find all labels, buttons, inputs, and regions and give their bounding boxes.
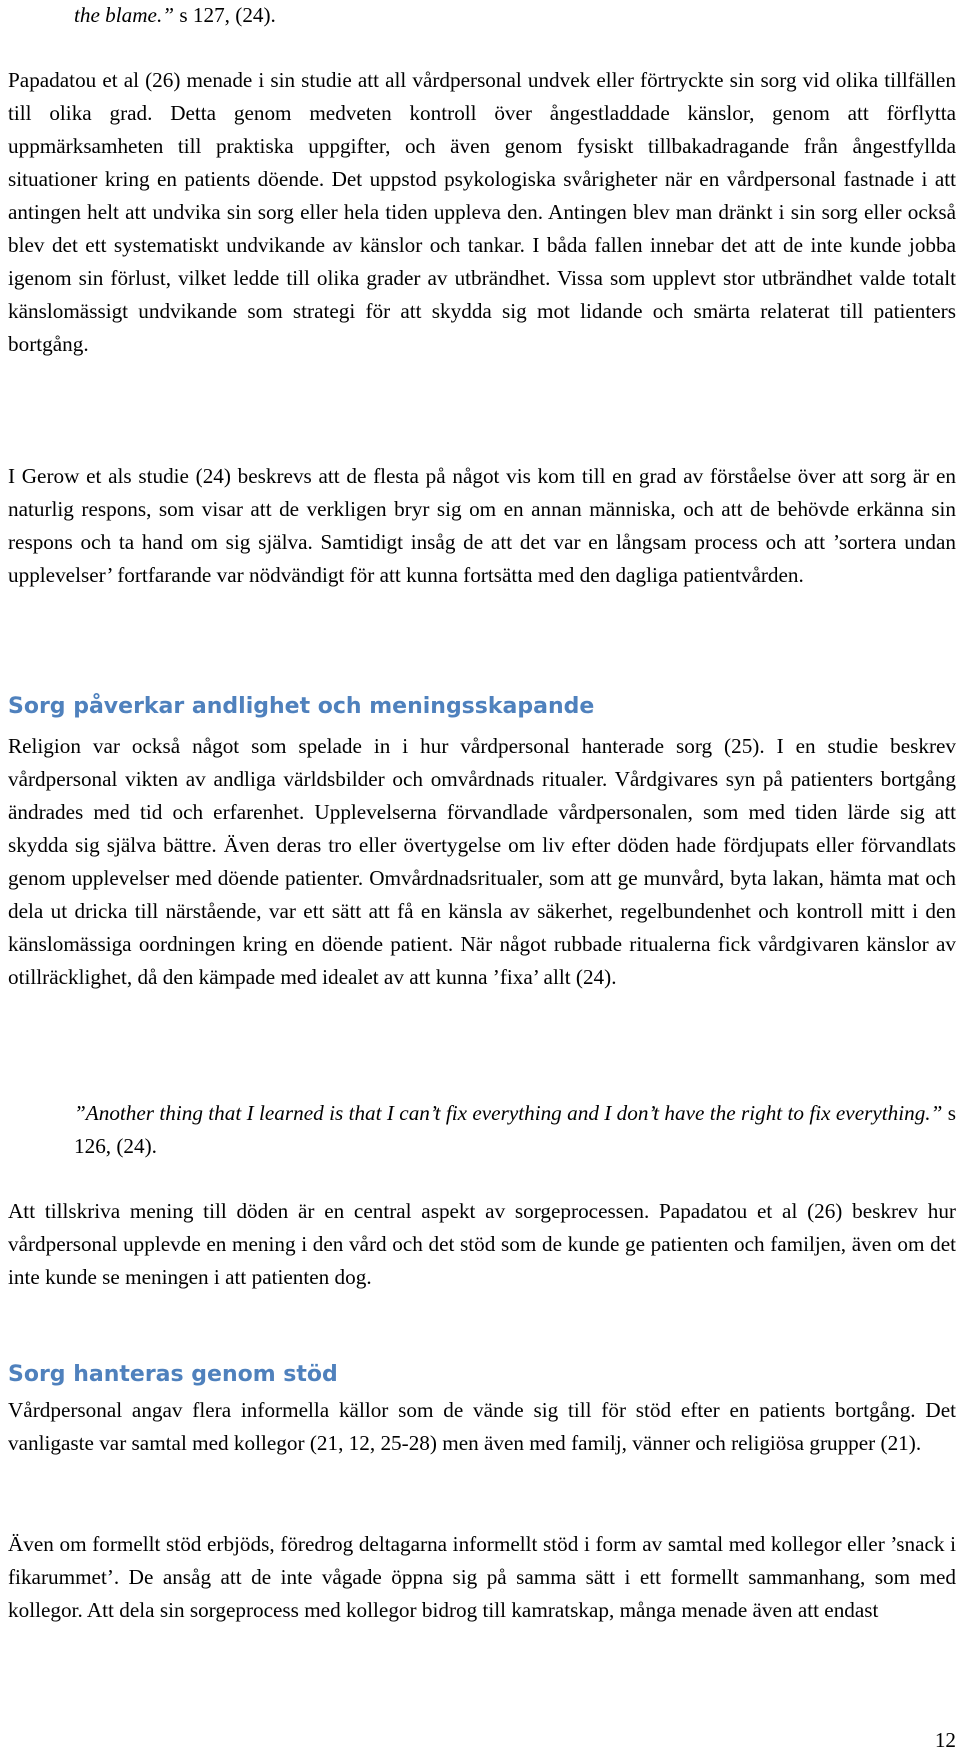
quote-reference: s 127, (24).	[174, 3, 276, 27]
body-paragraph: Att tillskriva mening till döden är en central aspekt av sorgeprocessen. Papadatou et al (26) beskrev hur vårdpersonal upplevde en mening i den vård och det stöd som de kunde ge patienten och familjen, även om det inte kunde se meningen i att patienten dog.	[8, 1199, 956, 1289]
body-paragraph: Vårdpersonal angav flera informella källor som de vände sig till för stöd efter en patients bortgång. Det vanligaste var samtal med kollegor (21, 12, 25-28) men även med familj, vänner och religiösa grupper (21).	[8, 1398, 956, 1455]
page-number: 12	[934, 1728, 956, 1752]
body-paragraph: Papadatou et al (26) menade i sin studie att all vårdpersonal undvek eller förtryckte sin sorg vid olika tillfällen till olika grad. Detta genom medveten kontroll över ångestladdade känslor, genom att förflytta uppmärksamheten till praktiska uppgifter, och även genom fysiskt tillbakadragande från ångestfyllda situationer kring en patients döende. Det uppstod psykologiska svårigheter när en vårdpersonal fastnade i att antingen helt att undvika sin sorg eller hela tiden uppleva den. Antingen blev man dränkt i sin sorg eller också blev det ett systematiskt undvikande av känslor och tankar. I båda fallen innebar det att de inte kunde jobba igenom sin förlust, vilket ledde till olika grader av utbrändhet. Vissa som upplevt stor utbrändhet valde totalt känslomässigt undvikande som strategi för att skydda sig mot lidande och smärta relaterat till patienters bortgång.	[8, 68, 956, 356]
body-paragraph: Religion var också något som spelade in i hur vårdpersonal hanterade sorg (25). I en studie beskrev vårdpersonal vikten av andliga världsbilder och omvårdnads ritualer. Vårdgivares syn på patienters bortgång ändrades med tid och erfarenhet. Upplevelserna förvandlade vårdpersonalen, som med tiden lärde sig att skydda sig själva bättre. Även deras tro eller övertygelse om liv efter döden hade fördjupats eller förvandlats genom upplevelser med döende patienter. Omvårdnadsritualer, som att ge munvård, byta lakan, hämta mat och dela ut dricka till närstående, var ett sätt att få en känsla av säkerhet, regelbundenhet och kontroll mitt i den känslomässiga oordningen kring en döende patient. När något rubbade ritualerna fick vårdgivaren känslor av otillräcklighet, då den kämpade med idealet av att kunna ’fixa’ allt (24).	[8, 734, 956, 989]
quote-reference: s 126, (24).	[74, 1101, 956, 1158]
block-quote-top	[8, 0, 956, 32]
body-paragraph: I Gerow et als studie (24) beskrevs att de flesta på något vis kom till en grad av förståelse över att sorg är en naturlig respons, som visar att de verkligen bryr sig om en annan människa, och att de behövde erkänna sin respons och ta hand om sig själva. Samtidigt insåg de att det var en långsam process och att ’sortera undan upplevelser’ fortfarande var nödvändigt för att kunna fortsätta med den dagliga patientvården.	[8, 464, 956, 587]
section-heading: Sorg påverkar andlighet och meningsskapande	[8, 694, 595, 719]
block-quote	[8, 1097, 956, 1163]
section-heading: Sorg hanteras genom stöd	[8, 1362, 338, 1387]
body-paragraph: Även om formellt stöd erbjöds, föredrog deltagarna informellt stöd i form av samtal med kollegor eller ’snack i fikarummet’. De ansåg att de inte vågade öppna sig på samma sätt i ett formellt sammanhang, som med kollegor. Att dela sin sorgeprocess med kollegor bidrog till kamratskap, många menade även att endast	[8, 1532, 956, 1622]
quote-text: the blame.”	[74, 3, 175, 27]
quote-text: ”Another thing that I learned is that I can’t fix everything and I don’t have the right to fix everything.”	[74, 1101, 943, 1125]
